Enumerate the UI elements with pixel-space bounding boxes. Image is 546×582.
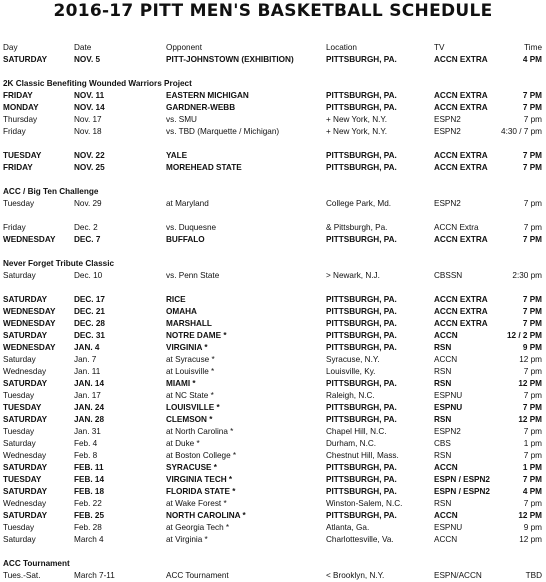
cell-opponent: at Syracuse * [166, 355, 215, 364]
cell-location: + New York, N.Y. [326, 127, 388, 136]
table-row [0, 162, 546, 174]
cell-date: Feb. 4 [74, 439, 98, 448]
cell-opponent: BUFFALO [166, 235, 205, 244]
cell-time: 12 pm [519, 535, 542, 544]
header-tv: TV [434, 43, 445, 52]
cell-time: TBD [525, 571, 542, 580]
cell-tv: ACCN EXTRA [434, 307, 488, 316]
cell-opponent: at Louisville * [166, 367, 215, 376]
cell-location: Syracuse, N.Y. [326, 355, 380, 364]
cell-location: Durham, N.C. [326, 439, 377, 448]
cell-tv: ACCN Extra [434, 223, 479, 232]
table-row [0, 522, 546, 534]
cell-location: PITTSBURGH, PA. [326, 307, 397, 316]
cell-location: PITTSBURGH, PA. [326, 379, 397, 388]
cell-day: WEDNESDAY [3, 307, 56, 316]
cell-date: Jan. 11 [74, 367, 101, 376]
cell-opponent: OMAHA [166, 307, 197, 316]
cell-tv: ESPN2 [434, 427, 461, 436]
cell-tv: ACCN EXTRA [434, 103, 488, 112]
cell-date: Dec. 2 [74, 223, 98, 232]
cell-day: Saturday [3, 439, 36, 448]
section-label: Never Forget Tribute Classic [3, 259, 115, 268]
cell-date: FEB. 18 [74, 487, 105, 496]
cell-day: Saturday [3, 355, 36, 364]
cell-opponent: EASTERN MICHIGAN [166, 91, 249, 100]
section-heading [0, 558, 546, 570]
table-row [0, 222, 546, 234]
cell-tv: ESPN/ACCN [434, 571, 482, 580]
cell-date: Feb. 8 [74, 451, 98, 460]
table-row [0, 450, 546, 462]
cell-opponent: VIRGINIA * [166, 343, 208, 352]
cell-time: 7 PM [522, 295, 542, 304]
table-row [0, 270, 546, 282]
cell-opponent: vs. TBD (Marquette / Michigan) [166, 127, 280, 136]
cell-location: PITTSBURGH, PA. [326, 463, 397, 472]
cell-date: DEC. 28 [74, 319, 105, 328]
cell-time: 7 PM [522, 163, 542, 172]
section-label: ACC / Big Ten Challenge [3, 187, 99, 196]
header-location: Location [326, 43, 357, 52]
cell-day: TUESDAY [3, 475, 42, 484]
cell-location: Atlanta, Ga. [326, 523, 370, 532]
cell-time: 7 PM [522, 103, 542, 112]
cell-date: NOV. 25 [74, 163, 105, 172]
header-time: Time [524, 43, 542, 52]
cell-time: 1 pm [523, 439, 542, 448]
cell-opponent: GARDNER-WEBB [166, 103, 236, 112]
cell-tv: RSN [434, 451, 452, 460]
cell-location: Charlottesville, Va. [326, 535, 394, 544]
cell-day: Wednesday [3, 367, 47, 376]
cell-time: 4 PM [522, 487, 542, 496]
cell-time: 4 PM [522, 55, 542, 64]
table-row [0, 330, 546, 342]
cell-day: TUESDAY [3, 151, 42, 160]
cell-location: PITTSBURGH, PA. [326, 163, 397, 172]
cell-date: NOV. 22 [74, 151, 105, 160]
cell-date: NOV. 11 [74, 91, 105, 100]
cell-day: Friday [3, 223, 26, 232]
table-row [0, 486, 546, 498]
table-row [0, 426, 546, 438]
cell-time: 7 pm [523, 391, 542, 400]
cell-location: PITTSBURGH, PA. [326, 235, 397, 244]
cell-date: Nov. 29 [74, 199, 102, 208]
cell-opponent: YALE [166, 151, 188, 160]
cell-date: DEC. 17 [74, 295, 105, 304]
cell-time: 4:30 / 7 pm [501, 127, 542, 136]
cell-opponent: MIAMI * [166, 379, 196, 388]
cell-tv: ACCN [434, 535, 458, 544]
cell-opponent: MARSHALL [166, 319, 212, 328]
cell-date: Feb. 22 [74, 499, 102, 508]
cell-time: 7 PM [522, 319, 542, 328]
cell-time: 12 PM [518, 511, 542, 520]
cell-day: Saturday [3, 535, 36, 544]
cell-tv: ACCN EXTRA [434, 163, 488, 172]
cell-date: FEB. 11 [74, 463, 104, 472]
cell-opponent: at Virginia * [166, 535, 208, 544]
header-date: Date [74, 43, 92, 52]
cell-day: TUESDAY [3, 403, 42, 412]
table-row [0, 402, 546, 414]
table-row [0, 126, 546, 138]
cell-location: PITTSBURGH, PA. [326, 403, 397, 412]
cell-date: March 4 [74, 535, 104, 544]
cell-date: DEC. 21 [74, 307, 105, 316]
cell-time: 12 PM [518, 379, 542, 388]
cell-opponent: NOTRE DAME * [166, 331, 227, 340]
cell-time: 7 PM [522, 235, 542, 244]
cell-date: NOV. 5 [74, 55, 101, 64]
cell-day: Saturday [3, 271, 36, 280]
cell-day: Tuesday [3, 427, 35, 436]
table-row [0, 294, 546, 306]
cell-location: PITTSBURGH, PA. [326, 475, 397, 484]
section-label: ACC Tournament [3, 559, 70, 568]
cell-date: Dec. 10 [74, 271, 103, 280]
cell-opponent: PITT-JOHNSTOWN (EXHIBITION) [166, 55, 294, 64]
cell-time: 12 PM [518, 415, 542, 424]
cell-tv: RSN [434, 343, 452, 352]
cell-date: Jan. 31 [74, 427, 101, 436]
cell-opponent: FLORIDA STATE * [166, 487, 236, 496]
table-row [0, 54, 546, 66]
cell-date: Jan. 7 [74, 355, 97, 364]
cell-time: 7 pm [523, 499, 542, 508]
cell-tv: RSN [434, 379, 452, 388]
cell-location: PITTSBURGH, PA. [326, 55, 397, 64]
cell-opponent: SYRACUSE * [166, 463, 217, 472]
cell-location: PITTSBURGH, PA. [326, 103, 397, 112]
table-row [0, 198, 546, 210]
cell-date: Jan. 17 [74, 391, 101, 400]
cell-tv: RSN [434, 367, 452, 376]
cell-day: WEDNESDAY [3, 319, 56, 328]
cell-tv: ACCN [434, 355, 458, 364]
cell-time: 7 pm [523, 451, 542, 460]
cell-date: Nov. 18 [74, 127, 102, 136]
cell-tv: ACCN [434, 331, 458, 340]
cell-day: SATURDAY [3, 295, 48, 304]
cell-opponent: at NC State * [166, 391, 214, 400]
cell-opponent: at North Carolina * [166, 427, 234, 436]
cell-day: FRIDAY [3, 163, 33, 172]
cell-tv: RSN [434, 499, 452, 508]
table-row [0, 570, 546, 582]
cell-date: JAN. 24 [74, 403, 105, 412]
table-header-row [0, 42, 546, 54]
cell-tv: ESPN / ESPN2 [434, 475, 490, 484]
cell-date: March 7-11 [74, 571, 115, 580]
cell-tv: ACCN EXTRA [434, 91, 488, 100]
cell-day: Tuesday [3, 523, 35, 532]
cell-location: PITTSBURGH, PA. [326, 91, 397, 100]
table-row [0, 414, 546, 426]
header-day: Day [3, 43, 18, 52]
cell-day: SATURDAY [3, 511, 48, 520]
table-row [0, 234, 546, 246]
cell-location: Chestnut Hill, Mass. [326, 451, 399, 460]
cell-date: FEB. 25 [74, 511, 105, 520]
cell-time: 7 pm [523, 427, 542, 436]
cell-tv: ACCN EXTRA [434, 295, 488, 304]
table-row [0, 342, 546, 354]
cell-tv: ESPN2 [434, 127, 461, 136]
cell-location: Chapel Hill, N.C. [326, 427, 387, 436]
cell-tv: ESPN2 [434, 199, 461, 208]
cell-opponent: at Georgia Tech * [166, 523, 230, 532]
cell-time: 7 PM [522, 151, 542, 160]
section-heading [0, 78, 546, 90]
cell-date: JAN. 4 [74, 343, 100, 352]
section-label: 2K Classic Benefiting Wounded Warriors Project [3, 79, 192, 88]
table-row [0, 498, 546, 510]
cell-time: 7 PM [522, 307, 542, 316]
cell-day: SATURDAY [3, 331, 48, 340]
table-row [0, 474, 546, 486]
cell-time: 9 pm [523, 523, 542, 532]
cell-time: 7 PM [522, 475, 542, 484]
cell-tv: ESPNU [434, 391, 463, 400]
cell-location: & Pittsburgh, Pa. [326, 223, 388, 232]
cell-day: SATURDAY [3, 415, 48, 424]
cell-tv: ESPN2 [434, 115, 461, 124]
section-heading [0, 258, 546, 270]
cell-tv: ACCN EXTRA [434, 319, 488, 328]
cell-time: 9 PM [522, 343, 542, 352]
cell-location: < Brooklyn, N.Y. [326, 571, 385, 580]
cell-location: PITTSBURGH, PA. [326, 319, 397, 328]
cell-tv: ACCN [434, 511, 458, 520]
table-row [0, 318, 546, 330]
cell-location: PITTSBURGH, PA. [326, 343, 397, 352]
cell-time: 7 pm [523, 367, 542, 376]
cell-location: Raleigh, N.C. [326, 391, 375, 400]
cell-opponent: at Duke * [166, 439, 200, 448]
cell-opponent: CLEMSON * [166, 415, 213, 424]
cell-opponent: ACC Tournament [166, 571, 229, 580]
page-title: 2016-17 PITT MEN'S BASKETBALL SCHEDULE [53, 1, 493, 21]
cell-day: FRIDAY [3, 91, 33, 100]
cell-time: 12 pm [519, 355, 542, 364]
cell-location: PITTSBURGH, PA. [326, 151, 397, 160]
cell-day: Wednesday [3, 451, 47, 460]
cell-time: 2:30 pm [512, 271, 542, 280]
cell-tv: ESPNU [434, 403, 463, 412]
table-row [0, 150, 546, 162]
table-row [0, 510, 546, 522]
table-row [0, 390, 546, 402]
cell-opponent: MOREHEAD STATE [166, 163, 242, 172]
cell-location: PITTSBURGH, PA. [326, 331, 397, 340]
cell-day: Wednesday [3, 499, 47, 508]
cell-location: PITTSBURGH, PA. [326, 511, 397, 520]
cell-date: DEC. 31 [74, 331, 105, 340]
cell-opponent: NORTH CAROLINA * [166, 511, 246, 520]
cell-location: + New York, N.Y. [326, 115, 388, 124]
cell-opponent: vs. Penn State [166, 271, 220, 280]
cell-time: 7 pm [523, 223, 542, 232]
cell-day: WEDNESDAY [3, 235, 56, 244]
cell-date: DEC. 7 [74, 235, 101, 244]
cell-opponent: vs. SMU [166, 115, 197, 124]
table-row [0, 102, 546, 114]
cell-time: 7 pm [523, 199, 542, 208]
cell-time: 12 / 2 PM [506, 331, 542, 340]
cell-tv: ACCN [434, 463, 458, 472]
table-row [0, 306, 546, 318]
cell-day: MONDAY [3, 103, 39, 112]
cell-time: 7 PM [522, 403, 542, 412]
header-opponent: Opponent [166, 43, 202, 52]
cell-tv: ACCN EXTRA [434, 235, 488, 244]
cell-day: SATURDAY [3, 463, 48, 472]
table-row [0, 534, 546, 546]
cell-location: PITTSBURGH, PA. [326, 487, 397, 496]
cell-location: College Park, Md. [326, 199, 392, 208]
cell-day: Tuesday [3, 391, 35, 400]
cell-date: Nov. 17 [74, 115, 102, 124]
cell-date: FEB. 14 [74, 475, 105, 484]
cell-time: 1 PM [522, 463, 542, 472]
table-row [0, 378, 546, 390]
cell-opponent: vs. Duquesne [166, 223, 217, 232]
cell-day: Tuesday [3, 199, 35, 208]
table-row [0, 114, 546, 126]
cell-opponent: LOUISVILLE * [166, 403, 220, 412]
cell-tv: RSN [434, 415, 452, 424]
table-row [0, 90, 546, 102]
cell-opponent: VIRGINIA TECH * [166, 475, 233, 484]
cell-opponent: RICE [166, 295, 186, 304]
cell-tv: ESPN / ESPN2 [434, 487, 490, 496]
cell-date: NOV. 14 [74, 103, 105, 112]
cell-location: PITTSBURGH, PA. [326, 415, 397, 424]
cell-opponent: at Boston College * [166, 451, 237, 460]
table-row [0, 366, 546, 378]
cell-tv: CBSSN [434, 271, 463, 280]
cell-location: PITTSBURGH, PA. [326, 295, 397, 304]
table-row [0, 354, 546, 366]
cell-day: SATURDAY [3, 487, 48, 496]
cell-date: JAN. 14 [74, 379, 105, 388]
cell-tv: ESPNU [434, 523, 463, 532]
cell-tv: ACCN EXTRA [434, 151, 488, 160]
cell-day: Tues.-Sat. [3, 571, 41, 580]
cell-opponent: at Wake Forest * [166, 499, 227, 508]
table-row [0, 462, 546, 474]
cell-tv: CBS [434, 439, 451, 448]
cell-date: Feb. 28 [74, 523, 102, 532]
cell-time: 7 PM [522, 91, 542, 100]
cell-tv: ACCN EXTRA [434, 55, 488, 64]
cell-day: SATURDAY [3, 55, 48, 64]
cell-day: WEDNESDAY [3, 343, 56, 352]
cell-day: Thursday [3, 115, 38, 124]
cell-day: SATURDAY [3, 379, 48, 388]
cell-location: Louisville, Ky. [326, 367, 376, 376]
table-row [0, 438, 546, 450]
cell-opponent: at Maryland [166, 199, 209, 208]
cell-date: JAN. 28 [74, 415, 105, 424]
cell-location: Winston-Salem, N.C. [326, 499, 403, 508]
cell-time: 7 pm [523, 115, 542, 124]
cell-day: Friday [3, 127, 26, 136]
section-heading [0, 186, 546, 198]
cell-location: > Newark, N.J. [326, 271, 380, 280]
